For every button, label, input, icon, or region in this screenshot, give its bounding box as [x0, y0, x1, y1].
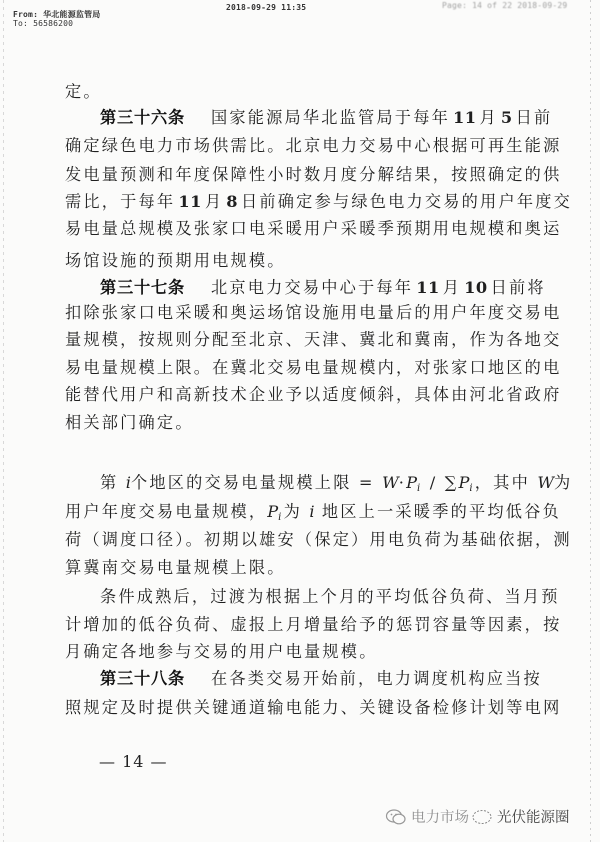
text: 用户年度交易电量规模，: [65, 502, 268, 521]
text: 日前将: [490, 278, 546, 297]
number: 10: [464, 278, 488, 297]
text: 地区上一采暖季的平均低谷负: [321, 502, 561, 521]
text-line: 条件成熟后，过渡为根据上个月的平均低谷负荷、当月预: [100, 587, 560, 606]
text: 在各类交易开始前，电力调度机构应当按: [210, 669, 542, 688]
text: 第: [100, 473, 119, 492]
watermark-text-a: 电力市场: [411, 810, 469, 826]
text-line: 算冀南交易电量规模上限。: [65, 558, 286, 577]
math-subscript: i: [416, 483, 423, 494]
text-line: 易电量总规模及张家口电采暖用户采暖季预期用电规模和奥运: [65, 219, 562, 238]
text-line: 相关部门确定。: [65, 413, 194, 432]
fax-timestamp: 2018-09-29 11:35: [226, 3, 307, 12]
number: 5: [500, 108, 513, 127]
math-op: ·: [398, 473, 407, 492]
text-line: 易电量规模上限。在冀北交易电量规模内，对张家口地区的电: [65, 358, 562, 377]
article-number: 第三十七条: [100, 278, 185, 297]
text: 月: [479, 108, 498, 127]
wechat-icon: [385, 808, 407, 826]
text-line: 发电量预测和年度保障性小时数月度分解结果，按照确定的供: [65, 165, 562, 184]
math-var: i: [309, 502, 315, 521]
fax-page-info: Page: 14 of 22 2018-09-29: [442, 1, 568, 10]
number: 11: [178, 192, 202, 211]
text-line: 定。: [65, 82, 102, 101]
article-number: 第三十六条: [100, 108, 185, 127]
text-line: 计增加的低谷负荷、虚报上月增量给予的惩罚容量等因素，按: [65, 615, 562, 634]
math-subscript: i: [469, 483, 475, 494]
article-number: 第三十八条: [100, 669, 185, 688]
text-line: 确定绿色电力市场供需比。北京电力交易中心根据可再生能源: [65, 136, 562, 155]
math-var: W: [537, 473, 554, 492]
fax-to: To: 56586200: [13, 19, 74, 28]
text: ，其中: [474, 473, 530, 492]
text-line: [65, 192, 572, 212]
article-36-heading-line: [100, 108, 553, 128]
math-var: i: [125, 473, 131, 492]
number: 11: [452, 108, 477, 127]
math-var: P: [458, 473, 470, 492]
formula-explanation-line: [65, 502, 561, 528]
text: 需比，于每年: [65, 192, 176, 211]
math-var: P: [406, 473, 417, 492]
text-line: 量规模，按规则分配至北京、天津、冀北和冀南，作为各地交: [65, 330, 562, 349]
scan-edge-right: [590, 0, 591, 842]
formula-line: [100, 473, 573, 499]
text: 月: [204, 192, 224, 211]
watermark: [385, 806, 570, 827]
text-line: 荷（调度口径）。初期以雄安（保定）用电负荷为基础依据，测: [65, 530, 572, 549]
watermark-text-b: 光伏能源圈: [497, 810, 570, 826]
article-38-heading-line: [100, 669, 542, 689]
text-line: 照规定及时提供关键通道输电能力、关键设备检修计划等电网: [65, 698, 562, 717]
math-var: P: [267, 502, 279, 521]
text: 北京电力交易中心于每年: [210, 278, 414, 297]
text: 月: [442, 278, 462, 297]
wechat-overlap-icon: [470, 809, 496, 825]
text-line: 能替代用户和高新技术企业予以适度倾斜，具体由河北省政府: [65, 385, 562, 404]
text: 日前: [515, 108, 553, 127]
article-37-heading-line: [100, 278, 546, 298]
math-var: W: [382, 473, 399, 492]
text: 为: [553, 473, 573, 492]
text: 个地区的交易电量规模上限 =: [130, 473, 375, 492]
text: 日前确定参与绿色电力交易的用户年度交: [241, 192, 572, 211]
text: 为: [283, 502, 302, 521]
number: 11: [416, 278, 440, 297]
text-line: 月确定各地参与交易的用户电量规模。: [65, 642, 378, 661]
number: 8: [226, 192, 239, 211]
text-line: 场馆设施的预期用电规模。: [65, 251, 286, 270]
page-number: — 14 —: [99, 752, 168, 771]
math-subscript: i: [278, 512, 284, 523]
text: 国家能源局华北监管局于每年: [210, 108, 450, 127]
math-op: / ∑: [422, 473, 459, 492]
fax-from: From: 华北能源监管局: [13, 10, 101, 19]
text-line: 扣除张家口电采暖和奥运场馆设施用电量后的用户年度交易电: [65, 303, 562, 322]
scan-edge-left: [3, 0, 4, 842]
